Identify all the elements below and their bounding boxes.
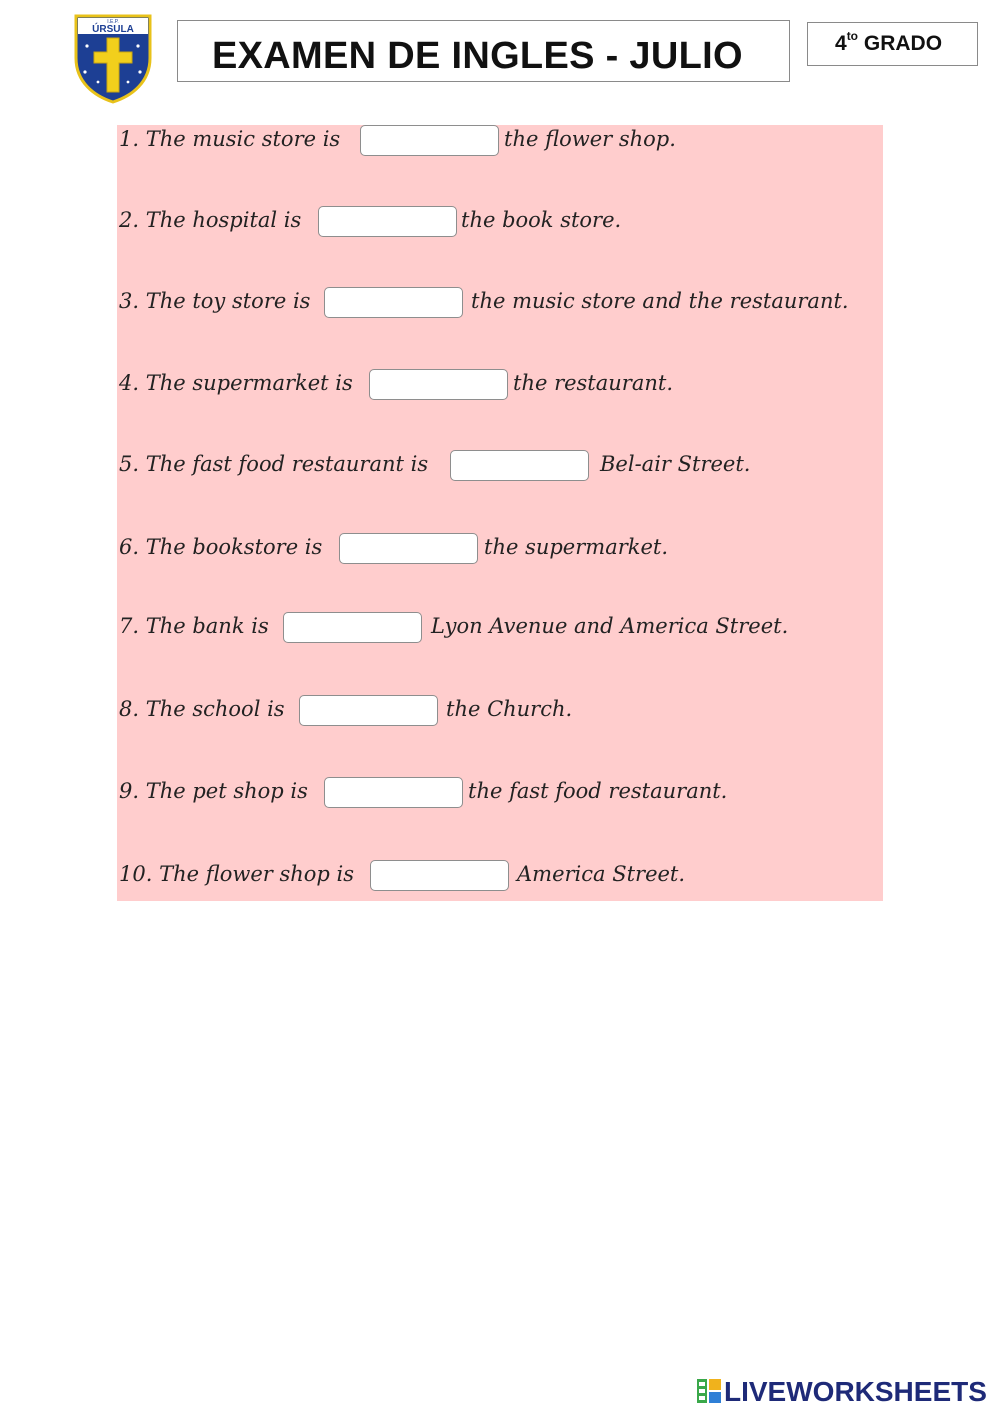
answer-input[interactable] xyxy=(450,450,589,481)
question-prompt: 5. The fast food restaurant is xyxy=(119,452,429,476)
answer-input[interactable] xyxy=(324,777,463,808)
question-prompt: 10. The flower shop is xyxy=(119,862,355,886)
crest-prefix: I.E.P. xyxy=(107,19,119,25)
question-ending: the fast food restaurant. xyxy=(468,779,728,803)
liveworksheets-brand: LIVEWORKSHEETS xyxy=(724,1376,987,1407)
answer-input[interactable] xyxy=(283,612,422,643)
answer-input[interactable] xyxy=(299,695,438,726)
question-ending: Bel-air Street. xyxy=(600,452,751,476)
grade-number: 4 xyxy=(835,32,847,55)
liveworksheets-logo-icon xyxy=(697,1379,721,1403)
question-prompt: 6. The bookstore is xyxy=(119,535,323,559)
question-ending: the book store. xyxy=(461,208,622,232)
question-prompt: 3. The toy store is xyxy=(119,289,311,313)
answer-input[interactable] xyxy=(324,287,463,318)
question-prompt: 4. The supermarket is xyxy=(119,371,353,395)
crest-school-name: ÚRSULA xyxy=(92,24,134,35)
question-ending: the music store and the restaurant. xyxy=(471,289,849,313)
grade-word: GRADO xyxy=(863,32,943,55)
question-ending: the Church. xyxy=(446,697,573,721)
grade-label-group xyxy=(835,29,943,56)
footer-brand xyxy=(697,1375,997,1409)
question-prompt: 7. The bank is xyxy=(119,614,269,638)
question-ending: Lyon Avenue and America Street. xyxy=(431,614,789,638)
question-prompt: 2. The hospital is xyxy=(119,208,302,232)
question-ending: the supermarket. xyxy=(484,535,669,559)
grade-box xyxy=(807,22,978,66)
answer-input[interactable] xyxy=(360,125,499,156)
question-ending: the restaurant. xyxy=(513,371,673,395)
question-ending: America Street. xyxy=(517,862,686,886)
title-box xyxy=(177,20,790,82)
page-title: EXAMEN DE INGLES - JULIO xyxy=(212,35,743,77)
question-prompt: 1. The music store is xyxy=(119,127,341,151)
answer-input[interactable] xyxy=(339,533,478,564)
question-ending: the flower shop. xyxy=(504,127,676,151)
question-prompt: 8. The school is xyxy=(119,697,285,721)
answer-input[interactable] xyxy=(318,206,457,237)
grade-suffix: to xyxy=(846,29,859,43)
question-prompt: 9. The pet shop is xyxy=(119,779,308,803)
answer-input[interactable] xyxy=(370,860,509,891)
exercise-panel xyxy=(117,125,883,901)
answer-input[interactable] xyxy=(369,369,508,400)
school-crest-logo xyxy=(72,10,154,104)
